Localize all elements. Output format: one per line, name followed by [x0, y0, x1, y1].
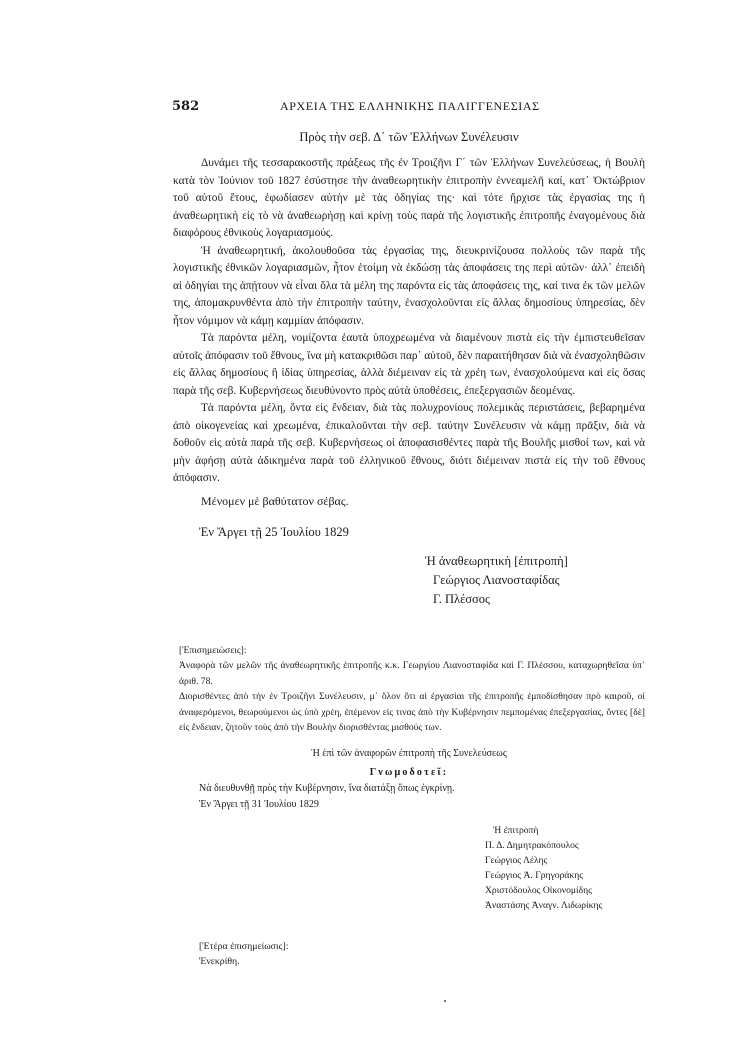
letter-dateline: Ἐν Ἄργει τῇ 25 Ἰουλίου 1829 [199, 524, 349, 539]
signature-line: Γ. Πλέσσος [433, 591, 490, 606]
document-body [173, 130, 645, 969]
annotations-heading: [Ἐπισημειώσεις]: [179, 644, 247, 656]
other-annotation-heading: [Ἑτέρα ἐπισημείωσις]: [199, 940, 289, 952]
signature-line: Ἡ ἀναθεωρητικὴ [ἐπιτροπὴ] [425, 553, 568, 568]
annotation-item: Διορισθέντες ἀπὸ τὴν ἐν Τροιζῆνι Συνέλευσιν, μ᾽ ὅλον ὅτι αἱ ἐργασίαι τῆς ἐπιτροπῆς ἐμποδίσθησαν πρὸ καιροῦ, οἱ ἀναφερόμενοι, θεωρούμενοι ὡς ὑπὸ χρέη, ἐπέμενον εἰς τινας ἀπὸ τὴν Κυβέρνησιν πεμπομένας ἐπεξεργασίας, ὄντες [δὲ] εἰς ἔνδειαν, ζητοῦν τοὺς ἀπὸ τὴν Βουλὴν διορισθέντας μισθούς των. [179, 691, 645, 733]
letter-paragraph: Τὰ παρόντα μέλη, νομίζοντα ἑαυτὰ ὑποχρεωμένα νὰ διαμένουν πιστὰ εἰς τὴν ἐμπιστευθεῖσαν αὐτοῖς ἀπόφασιν τοῦ ἔθνους, ἵνα μὴ κατακριθῶσι παρ᾽ αὐτοῦ, δὲν παραιτήθησαν διὰ νὰ ἐνασχοληθῶσιν εἰς ἄλλας δημοσίους ἢ ἰδίας ὑπηρεσίας, ἀλλὰ διέμειναν εἰς τὰ χρέη των, ἐνασχολούμενα καὶ εἰς ὅσας παρὰ τῆς σεβ. Κυβερνήσεως διευθύνοντο πρὸς αὐτὰ ὑποθέσεις, ἐπεξεργασιῶν δεομένας. [173, 332, 645, 397]
scan-speck [444, 1000, 446, 1002]
resolution-text: Νὰ διευθυνθῇ πρὸς τὴν Κυβέρνησιν, ἵνα διατάξῃ ὅπως ἐγκρίνῃ. [199, 782, 455, 794]
letter-paragraph: Δυνάμει τῆς τεσσαρακοστῆς πράξεως τῆς ἐν Τροιζῆνι Γ΄ τῶν Ἑλλήνων Συνελεύσεως, ἡ Βουλὴ κατὰ τὸν Ἰούνιον τοῦ 1827 ἐσύστησε τὴν ἀναθεωρητικὴν ἐπιτροπὴν ἐννεαμελῆ καί, κατ᾽ Ὀκτώβριον τοῦ αὐτοῦ ἔτους, ἐφωδίασεν αὐτὴν μὲ τὰς ὁδηγίας της· καὶ τότε ἤρχισε τὰς ἐργασίας της ἡ ἀναθεωρητικὴ εἰς τὸ νὰ ἀναθεωρήσῃ καὶ κρίνῃ τοὺς παρὰ τῆς λογιστικῆς ἐπιτροπῆς ἐναγομένους διὰ διαφόρους ἐθνικοὺς λογαριασμούς. [173, 157, 645, 239]
committee-line: Ἀναστάσης Ἀναγν. Λιδωρίκης [485, 899, 603, 911]
letter-closing: Μένομεν μὲ βαθύτατον σέβας. [201, 493, 349, 508]
resolution-dateline: Ἐν Ἄργει τῇ 31 Ἰουλίου 1829 [199, 798, 319, 810]
other-annotation-text: Ἐνεκρίθη. [199, 955, 240, 967]
annotations-section [173, 643, 645, 736]
committee-signatures [485, 823, 645, 913]
committee-line: Γεώργιος Ἀ. Γρηγοράκης [485, 869, 584, 881]
other-annotation-section [199, 939, 645, 969]
signature-line: Γεώργιος Λιανοσταφίδας [433, 572, 560, 587]
letter-paragraph: Τὰ παρόντα μέλη, ὄντα εἰς ἔνδειαν, διὰ τὰς πολυχρονίους πολεμικὰς περιστάσεις, βεβαρημένα ἀπὸ οἰκογενείας καὶ χρεωμένα, ἐπικαλοῦνται τὴν σεβ. ταύτην Συνέλευσιν νὰ κάμῃ πρᾶξιν, διὰ νὰ δοθοῦν εἰς αὐτὰ παρὰ τῆς σεβ. Κυβερνήσεως οἱ ἀποφασισθέντες παρὰ τῆς Βουλῆς μισθοί των, καὶ νὰ μὴν ἀφήσῃ αὐτὰ ἀδικημένα παρὰ τοῦ ἑλληνικοῦ ἔθνους, διότι διέμειναν πιστὰ εἰς τὴν τοῦ ἔθνους ἀπόφασιν. [173, 402, 645, 484]
page-header [172, 99, 642, 117]
committee-line: Χριστόδουλος Οἰκονομίδης [485, 884, 592, 896]
signature-block [425, 552, 645, 609]
annotation-item: Ἀναφορὰ τῶν μελῶν τῆς ἀναθεωρητικῆς ἐπιτροπῆς κ.κ. Γεωργίου Λιανοσταφίδα καὶ Γ. Πλέσσου, καταχωρηθεῖσα ὑπ᾽ ἀριθ. 78. [179, 660, 645, 687]
page-number: 582 [172, 99, 200, 114]
letter-addressee: Πρὸς τὴν σεβ. Δ΄ τῶν Ἑλλήνων Συνέλευσιν [299, 130, 519, 144]
running-title: ΑΡΧΕΙΑ ΤΗΣ ΕΛΛΗΝΙΚΗΣ ΠΑΛΙΓΓΕΝΕΣΙΑΣ [280, 99, 540, 113]
letter-paragraph: Ἡ ἀναθεωρητική, ἀκολουθοῦσα τὰς ἐργασίας της, διευκρινίζουσα πολλοὺς τῶν παρὰ τῆς λογιστικῆς ἐθνικῶν λογαριασμῶν, ἦτον ἑτοίμη νὰ ἐκδώσῃ τὰς ἀποφάσεις της περὶ αὐτῶν· ἀλλ᾽ ἐπειδὴ αἱ ὁδηγίαι της ἀπῄτουν νὰ εἶναι ὅλα τὰ μέλη της παρόντα εἰς τὰς ἀποφάσεις της, καί τινα ἐκ τῶν μελῶν της, ἀπομακρυνθέντα ἀπὸ τὴν ἐπιτροπὴν ταύτην, ἐνασχολοῦνται εἰς ἄλλας δημοσίους ὑπηρεσίας, δὲν ἦτον νόμιμον νὰ κάμῃ καμμίαν ἀπόφασιν. [173, 244, 645, 327]
resolution-section [173, 746, 645, 813]
committee-line: Π. Δ. Δημητρακόπουλος [485, 839, 579, 851]
committee-line: Γεώργιος Λέλης [485, 854, 548, 866]
resolution-opinion-label: Γνωμοδοτεῖ: [369, 766, 449, 778]
committee-line: Ἡ ἐπιτροπὴ [493, 824, 539, 836]
resolution-heading: Ἡ ἐπὶ τῶν ἀναφορῶν ἐπιτροπὴ τῆς Συνελεύσεως [311, 747, 507, 759]
